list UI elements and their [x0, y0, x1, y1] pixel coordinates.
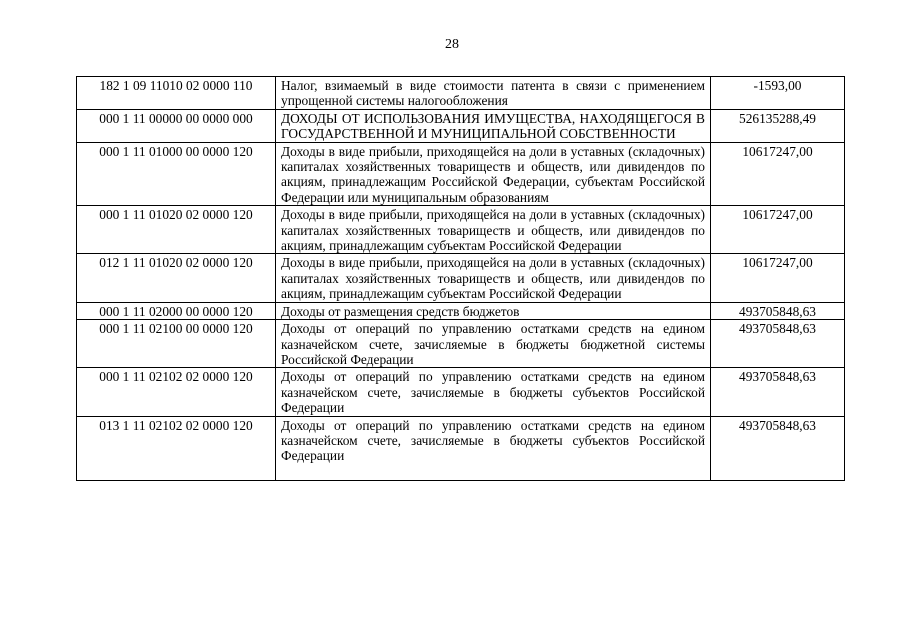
table-row	[77, 109, 845, 142]
page-number: 28	[445, 37, 459, 52]
budget-code-cell: 012 1 11 01020 02 0000 120	[77, 254, 276, 302]
budget-code-cell: 182 1 09 11010 02 0000 110	[77, 77, 276, 110]
amount-cell: 493705848,63	[711, 416, 845, 480]
description-cell: Налог, взимаемый в виде стоимости патента в связи с применением упрощенной системы налогообложения	[276, 77, 711, 110]
description-cell: Доходы от размещения средств бюджетов	[276, 302, 711, 319]
budget-code-cell: 000 1 11 00000 00 0000 000	[77, 109, 276, 142]
table-row	[77, 77, 845, 110]
budget-code-cell: 000 1 11 01000 00 0000 120	[77, 142, 276, 206]
amount-cell: 526135288,49	[711, 109, 845, 142]
budget-code-cell: 000 1 11 02100 00 0000 120	[77, 320, 276, 368]
budget-code-cell: 000 1 11 02000 00 0000 120	[77, 302, 276, 319]
description-cell: Доходы в виде прибыли, приходящейся на доли в уставных (складочных) капиталах хозяйственных товариществ и обществ, или дивидендов по акциям, принадлежащим Российской Федерации, субъектам Российской Федерации или муниципальным образованиям	[276, 142, 711, 206]
table-row	[77, 302, 845, 319]
amount-cell: 10617247,00	[711, 206, 845, 254]
budget-code-cell: 000 1 11 02102 02 0000 120	[77, 368, 276, 416]
budget-code-cell: 013 1 11 02102 02 0000 120	[77, 416, 276, 480]
description-cell: Доходы в виде прибыли, приходящейся на доли в уставных (складочных) капиталах хозяйственных товариществ и обществ, или дивидендов по акциям, принадлежащим субъектам Российской Федерации	[276, 206, 711, 254]
description-cell: Доходы от операций по управлению остатками средств на едином казначейском счете, зачисляемые в бюджеты субъектов Российской Федерации	[276, 368, 711, 416]
amount-cell: 493705848,63	[711, 302, 845, 319]
budget-code-cell: 000 1 11 01020 02 0000 120	[77, 206, 276, 254]
amount-cell: 493705848,63	[711, 368, 845, 416]
table-row	[77, 254, 845, 302]
description-cell: Доходы в виде прибыли, приходящейся на доли в уставных (складочных) капиталах хозяйственных товариществ и обществ, или дивидендов по акциям, принадлежащим субъектам Российской Федерации	[276, 254, 711, 302]
revenue-table	[76, 76, 845, 481]
amount-cell: -1593,00	[711, 77, 845, 110]
table-row	[77, 416, 845, 480]
amount-cell: 10617247,00	[711, 254, 845, 302]
amount-cell: 10617247,00	[711, 142, 845, 206]
description-cell: ДОХОДЫ ОТ ИСПОЛЬЗОВАНИЯ ИМУЩЕСТВА, НАХОДЯЩЕГОСЯ В ГОСУДАРСТВЕННОЙ И МУНИЦИПАЛЬНОЙ СОБСТВЕННОСТИ	[276, 109, 711, 142]
table-row	[77, 206, 845, 254]
description-cell: Доходы от операций по управлению остатками средств на едином казначейском счете, зачисляемые в бюджеты бюджетной системы Российской Федерации	[276, 320, 711, 368]
description-cell: Доходы от операций по управлению остатками средств на едином казначейском счете, зачисляемые в бюджеты субъектов Российской Федерации	[276, 416, 711, 480]
table-row	[77, 142, 845, 206]
table-row	[77, 320, 845, 368]
table-row	[77, 368, 845, 416]
amount-cell: 493705848,63	[711, 320, 845, 368]
